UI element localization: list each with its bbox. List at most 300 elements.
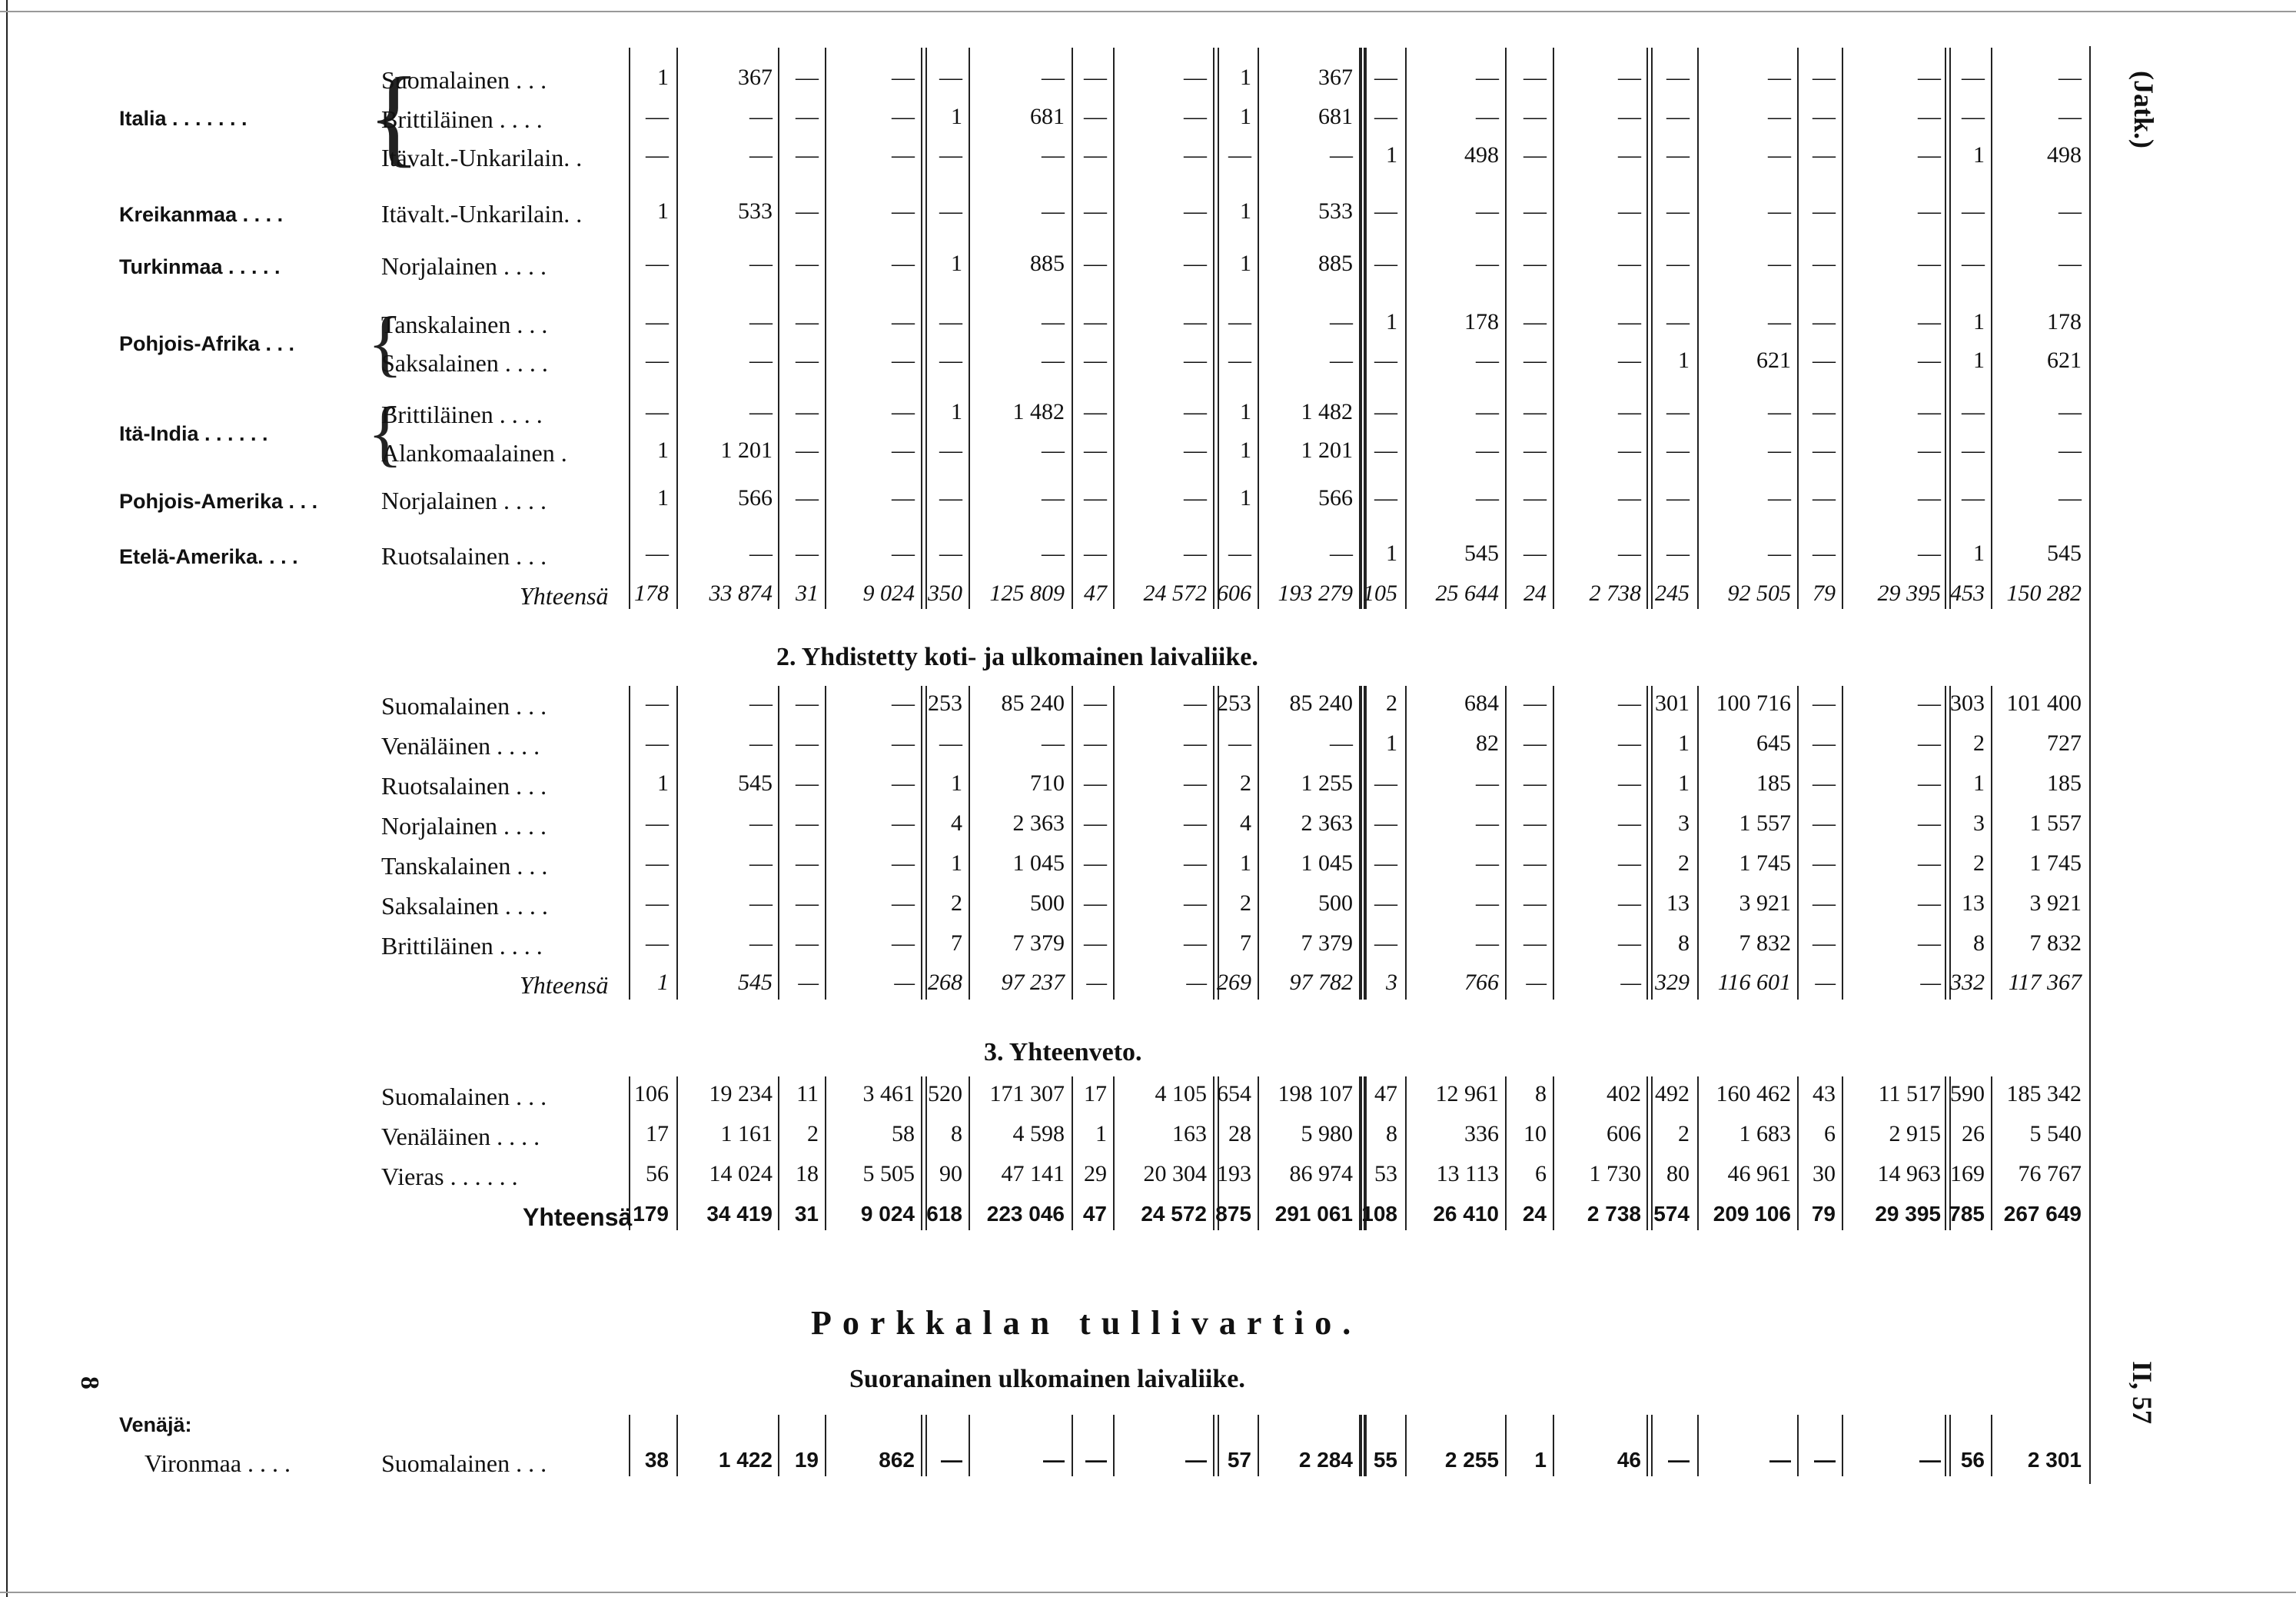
data-cell: — (1618, 770, 1641, 796)
data-cell: — (1768, 309, 1791, 334)
data-cell: — (939, 485, 962, 511)
data-cell: 3 (1973, 810, 1985, 836)
data-cell: — (1084, 930, 1107, 956)
data-cell: — (1618, 142, 1641, 168)
data-cell: — (1813, 930, 1836, 956)
data-cell: — (1962, 485, 1985, 511)
data-cell: — (1918, 251, 1941, 276)
data-cell: 2 255 (1444, 1448, 1499, 1472)
data-cell: 58 (892, 1121, 915, 1146)
data-cell: 1 (1240, 198, 1251, 224)
data-cell: — (1768, 104, 1791, 129)
total-cell: 24 (1522, 1202, 1547, 1226)
total-cell: 2 738 (1589, 581, 1641, 606)
data-cell: — (1918, 810, 1941, 836)
total-cell: 25 644 (1435, 581, 1499, 606)
total-cell: — (1815, 970, 1836, 995)
data-cell: 1 (1678, 730, 1690, 756)
data-cell: — (1813, 65, 1836, 90)
total-cell: 3 (1386, 970, 1397, 995)
s4-col-divider (1842, 1415, 1843, 1476)
data-cell: — (1618, 890, 1641, 916)
total-cell: 9 024 (862, 581, 915, 606)
data-cell: 13 113 (1436, 1161, 1499, 1186)
data-cell: 545 (1464, 541, 1499, 566)
data-cell: — (1476, 198, 1499, 224)
nationality-label: Brittiläinen . . . . (381, 932, 543, 960)
data-cell: — (1084, 850, 1107, 876)
total-label: Yhteensä (520, 971, 609, 999)
data-cell: 18 (796, 1161, 819, 1186)
data-cell: — (1813, 348, 1836, 373)
data-cell: — (646, 541, 669, 566)
data-cell: — (1374, 348, 1397, 373)
data-cell: 303 (1950, 690, 1985, 716)
data-cell: 17 (1084, 1081, 1107, 1106)
nationality-label: Saksalainen . . . . (381, 349, 548, 377)
nationality-label: Suomalainen . . . (381, 692, 547, 720)
total-cell: — (894, 970, 915, 995)
data-cell: 1 045 (1012, 850, 1065, 876)
data-cell: — (796, 438, 819, 463)
total-cell: — (1920, 970, 1941, 995)
data-cell: — (1476, 438, 1499, 463)
data-cell: — (1618, 690, 1641, 716)
data-cell: — (1184, 730, 1207, 756)
data-cell: — (892, 251, 915, 276)
data-cell: — (749, 104, 773, 129)
data-cell: — (646, 850, 669, 876)
nationality-label: Ruotsalainen . . . (381, 542, 547, 570)
data-cell: 178 (2047, 309, 2082, 334)
nationality-label: Norjalainen . . . . (381, 812, 547, 840)
total-cell: 79 (1811, 1202, 1836, 1226)
data-cell: 53 (1374, 1161, 1397, 1186)
data-cell: — (1618, 104, 1641, 129)
data-cell: — (1374, 810, 1397, 836)
data-cell: 1 745 (2029, 850, 2082, 876)
data-cell: — (1084, 438, 1107, 463)
data-cell: — (1228, 142, 1251, 168)
data-cell: 727 (2047, 730, 2082, 756)
data-cell: 1 161 (720, 1121, 773, 1146)
total-cell: — (798, 970, 819, 995)
s2-col-divider (1842, 686, 1843, 1000)
data-cell: — (1618, 930, 1641, 956)
data-cell: — (892, 399, 915, 424)
data-cell: 171 307 (989, 1081, 1065, 1106)
data-cell: 14 024 (709, 1161, 773, 1186)
data-cell: — (1184, 690, 1207, 716)
data-cell: — (1476, 890, 1499, 916)
data-cell: — (1813, 399, 1836, 424)
total-cell: 116 601 (1717, 970, 1791, 995)
data-cell: — (1184, 65, 1207, 90)
data-cell: — (749, 730, 773, 756)
brace: { (367, 55, 421, 178)
country-label: Italia . . . . . . . (119, 107, 248, 130)
data-cell: 26 (1962, 1121, 1985, 1146)
data-cell: — (646, 142, 669, 168)
data-cell: — (796, 850, 819, 876)
data-cell: — (939, 541, 962, 566)
data-cell: — (1228, 348, 1251, 373)
total-cell: 2 738 (1587, 1202, 1641, 1226)
data-cell: 2 (1386, 690, 1397, 716)
data-cell: — (1962, 399, 1985, 424)
data-cell: — (646, 309, 669, 334)
total-cell: 9 024 (860, 1202, 915, 1226)
data-cell: — (1476, 850, 1499, 876)
data-cell: — (2058, 65, 2082, 90)
data-cell: — (892, 438, 915, 463)
data-cell: 1 (1973, 770, 1985, 796)
nationality-label: Norjalainen . . . . (381, 487, 547, 514)
data-cell: 2 (1973, 850, 1985, 876)
data-cell: 2 915 (1889, 1121, 1941, 1146)
data-cell: — (1962, 438, 1985, 463)
total-cell: 29 395 (1875, 1202, 1941, 1226)
data-cell: — (1918, 850, 1941, 876)
data-cell: — (1918, 142, 1941, 168)
region-label: Venäjä: (119, 1413, 192, 1436)
data-cell: — (1962, 104, 1985, 129)
total-cell: 47 (1084, 581, 1107, 606)
data-cell: — (646, 348, 669, 373)
data-cell: 30 (1813, 1161, 1836, 1186)
s2-col-divider (676, 686, 678, 1000)
data-cell: — (1476, 485, 1499, 511)
data-cell: — (1618, 309, 1641, 334)
data-cell: — (1184, 142, 1207, 168)
data-cell: — (892, 690, 915, 716)
data-cell: — (1666, 309, 1690, 334)
section2-heading: 2. Yhdistetty koti- ja ulkomainen laivaliike. (776, 643, 1258, 671)
data-cell: — (1043, 1448, 1065, 1472)
data-cell: — (939, 142, 962, 168)
data-cell: — (1374, 890, 1397, 916)
data-cell: — (1618, 850, 1641, 876)
data-cell: — (1918, 65, 1941, 90)
data-cell: — (1374, 104, 1397, 129)
data-cell: — (1476, 65, 1499, 90)
total-cell: 574 (1653, 1202, 1690, 1226)
data-cell: 13 (1666, 890, 1690, 916)
data-cell: — (892, 142, 915, 168)
data-cell: — (1918, 438, 1941, 463)
data-cell: 19 (794, 1448, 819, 1472)
data-cell: — (1184, 251, 1207, 276)
data-cell: — (892, 104, 915, 129)
data-cell: — (1523, 198, 1547, 224)
data-cell: — (796, 65, 819, 90)
total-cell: 193 279 (1278, 581, 1353, 606)
s1-col-divider (676, 48, 678, 609)
data-cell: 545 (2047, 541, 2082, 566)
total-cell: 178 (634, 581, 669, 606)
s3-col-divider (676, 1076, 678, 1230)
data-cell: — (939, 438, 962, 463)
data-cell: — (1618, 438, 1641, 463)
data-cell: — (1813, 104, 1836, 129)
data-cell: 1 (1240, 251, 1251, 276)
nationality-label: Vieras . . . . . . (381, 1163, 518, 1190)
data-cell: — (1523, 485, 1547, 511)
data-cell: 402 (1607, 1081, 1641, 1106)
data-cell: — (796, 399, 819, 424)
nationality-label: Itävalt.-Unkarilain. . (381, 200, 583, 228)
data-cell: 11 (796, 1081, 819, 1106)
data-cell: — (1084, 890, 1107, 916)
total-cell: 267 649 (2003, 1202, 2082, 1226)
total-cell: 47 (1082, 1202, 1107, 1226)
total-cell: 766 (1464, 970, 1499, 995)
data-cell: 8 (1973, 930, 1985, 956)
data-cell: — (1918, 541, 1941, 566)
data-cell: — (749, 930, 773, 956)
data-cell: — (1084, 251, 1107, 276)
data-cell: — (1813, 850, 1836, 876)
data-cell: — (1666, 198, 1690, 224)
total-cell: 329 (1655, 970, 1690, 995)
data-cell: — (1813, 690, 1836, 716)
data-cell: 885 (1030, 251, 1065, 276)
data-cell: — (1918, 930, 1941, 956)
total-cell: 125 809 (989, 581, 1065, 606)
data-cell: 163 (1172, 1121, 1207, 1146)
total-cell: 26 410 (1433, 1202, 1499, 1226)
data-cell: — (1918, 890, 1941, 916)
country-label: Pohjois-Amerika . . . (119, 490, 318, 513)
total-label: Yhteensä (520, 582, 609, 610)
table-frame-right (2089, 46, 2091, 1484)
data-cell: — (1523, 438, 1547, 463)
data-cell: — (1618, 399, 1641, 424)
page-edge-left (6, 0, 8, 1597)
data-cell: 85 240 (1001, 690, 1065, 716)
data-cell: — (1084, 142, 1107, 168)
data-cell: — (1768, 251, 1791, 276)
data-cell: 533 (738, 198, 773, 224)
data-cell: 1 482 (1301, 399, 1353, 424)
data-cell: — (1814, 1448, 1836, 1472)
data-cell: — (1184, 104, 1207, 129)
data-cell: — (1523, 251, 1547, 276)
total-cell: 1 (657, 970, 669, 995)
data-cell: 1 (1386, 730, 1397, 756)
data-cell: 1 (1240, 485, 1251, 511)
data-cell: 2 (807, 1121, 819, 1146)
data-cell: 76 767 (2018, 1161, 2082, 1186)
data-cell: 2 (1973, 730, 1985, 756)
data-cell: 1 (1386, 309, 1397, 334)
data-cell: 1 (951, 850, 962, 876)
data-cell: — (646, 104, 669, 129)
data-cell: — (1523, 541, 1547, 566)
data-cell: — (1919, 1448, 1941, 1472)
data-cell: — (1084, 690, 1107, 716)
data-cell: — (892, 770, 915, 796)
data-cell: 654 (1217, 1081, 1251, 1106)
data-cell: — (892, 485, 915, 511)
data-cell: 1 (1973, 541, 1985, 566)
data-cell: 82 (1476, 730, 1499, 756)
data-cell: 5 980 (1301, 1121, 1353, 1146)
data-cell: — (749, 142, 773, 168)
data-cell: — (1962, 65, 1985, 90)
data-cell: — (1666, 251, 1690, 276)
data-cell: — (1523, 690, 1547, 716)
data-cell: — (796, 690, 819, 716)
country-label: Pohjois-Afrika . . . (119, 332, 295, 355)
s4-col-divider (969, 1415, 970, 1476)
data-cell: — (1918, 309, 1941, 334)
data-cell: 621 (1756, 348, 1791, 373)
data-cell: 56 (646, 1161, 669, 1186)
data-cell: 100 716 (1716, 690, 1791, 716)
data-cell: — (1184, 348, 1207, 373)
data-cell: 3 921 (2029, 890, 2082, 916)
data-cell: — (1813, 142, 1836, 168)
data-cell: — (1374, 485, 1397, 511)
nationality-label: Venäläinen . . . . (381, 1123, 540, 1150)
nationality-label: Brittiläinen . . . . (381, 401, 543, 428)
data-cell: 57 (1227, 1448, 1251, 1472)
data-cell: — (646, 399, 669, 424)
data-cell: 1 (1095, 1121, 1107, 1146)
data-cell: — (892, 348, 915, 373)
data-cell: — (1962, 251, 1985, 276)
data-cell: — (1374, 198, 1397, 224)
data-cell: — (939, 65, 962, 90)
data-cell: 681 (1318, 104, 1353, 129)
data-cell: 684 (1464, 690, 1499, 716)
total-cell: 108 (1361, 1202, 1397, 1226)
s4-col-divider (1258, 1415, 1259, 1476)
data-cell: 86 974 (1289, 1161, 1353, 1186)
data-cell: — (892, 810, 915, 836)
data-cell: — (1374, 770, 1397, 796)
data-cell: 47 (1374, 1081, 1397, 1106)
data-cell: — (2058, 485, 2082, 511)
data-cell: — (892, 850, 915, 876)
data-cell: — (749, 251, 773, 276)
total-cell: 291 061 (1274, 1202, 1353, 1226)
data-cell: 1 (657, 65, 669, 90)
nationality-label: Suomalainen . . . (381, 66, 547, 94)
data-cell: — (1618, 251, 1641, 276)
data-cell: — (892, 309, 915, 334)
data-cell: — (1476, 770, 1499, 796)
data-cell: 1 (1240, 850, 1251, 876)
data-cell: 7 (1240, 930, 1251, 956)
data-cell: — (796, 348, 819, 373)
data-cell: — (646, 690, 669, 716)
data-cell: — (1813, 890, 1836, 916)
data-cell: 500 (1318, 890, 1353, 916)
data-cell: — (1184, 890, 1207, 916)
data-cell: — (1185, 1448, 1207, 1472)
data-cell: 367 (1318, 65, 1353, 90)
nationality-label: Venäläinen . . . . (381, 732, 540, 760)
data-cell: — (1084, 348, 1107, 373)
data-cell: — (1666, 485, 1690, 511)
data-cell: 38 (644, 1448, 669, 1472)
data-cell: — (1084, 730, 1107, 756)
total-cell: 105 (1363, 581, 1397, 606)
data-cell: — (1523, 730, 1547, 756)
data-cell: — (1084, 399, 1107, 424)
data-cell: — (1042, 142, 1065, 168)
total-cell: 33 874 (709, 581, 773, 606)
data-cell: 6 (1535, 1161, 1547, 1186)
page-reference: II, 57 (2127, 1361, 2158, 1425)
nationality-label: Itävalt.-Unkarilain. . (381, 144, 583, 171)
data-cell: 1 (1973, 309, 1985, 334)
data-cell: — (1084, 770, 1107, 796)
data-cell: — (1084, 810, 1107, 836)
data-cell: 7 (951, 930, 962, 956)
data-cell: — (1813, 438, 1836, 463)
data-cell: 8 (1386, 1121, 1397, 1146)
total-cell: 268 (928, 970, 962, 995)
data-cell: 1 557 (1739, 810, 1791, 836)
data-cell: 253 (928, 690, 962, 716)
data-cell: 11 517 (1878, 1081, 1941, 1106)
data-cell: 185 342 (2006, 1081, 2082, 1106)
data-cell: 1 255 (1301, 770, 1353, 796)
data-cell: 3 (1678, 810, 1690, 836)
data-cell: 1 (1386, 541, 1397, 566)
data-cell: — (646, 930, 669, 956)
data-cell: — (796, 198, 819, 224)
data-cell: — (1768, 399, 1791, 424)
data-cell: 5 540 (2029, 1121, 2082, 1146)
data-cell: — (1476, 251, 1499, 276)
data-cell: 6 (1824, 1121, 1836, 1146)
data-cell: 1 745 (1739, 850, 1791, 876)
data-cell: — (1523, 104, 1547, 129)
data-cell: 198 107 (1278, 1081, 1353, 1106)
data-cell: — (1042, 730, 1065, 756)
data-cell: — (892, 730, 915, 756)
data-cell: — (1184, 438, 1207, 463)
total-cell: 245 (1655, 581, 1690, 606)
total-cell: 606 (1217, 581, 1251, 606)
data-cell: — (1374, 930, 1397, 956)
data-cell: — (749, 850, 773, 876)
data-cell: — (1618, 730, 1641, 756)
data-cell: — (796, 810, 819, 836)
data-cell: 7 379 (1012, 930, 1065, 956)
data-cell: — (939, 309, 962, 334)
data-cell: 46 961 (1727, 1161, 1791, 1186)
data-cell: 3 921 (1739, 890, 1791, 916)
data-cell: 1 (1678, 348, 1690, 373)
data-cell: — (1666, 438, 1690, 463)
section3-heading: 3. Yhteenveto. (984, 1038, 1142, 1066)
total-cell: 117 367 (2008, 970, 2082, 995)
data-cell: 55 (1373, 1448, 1397, 1472)
data-cell: — (1813, 810, 1836, 836)
nationality-label: Saksalainen . . . . (381, 892, 548, 920)
s1-col-divider (969, 48, 970, 609)
data-cell: 1 (1240, 65, 1251, 90)
data-cell: 90 (939, 1161, 962, 1186)
data-cell: — (2058, 104, 2082, 129)
data-cell: — (1228, 541, 1251, 566)
data-cell: — (1228, 309, 1251, 334)
